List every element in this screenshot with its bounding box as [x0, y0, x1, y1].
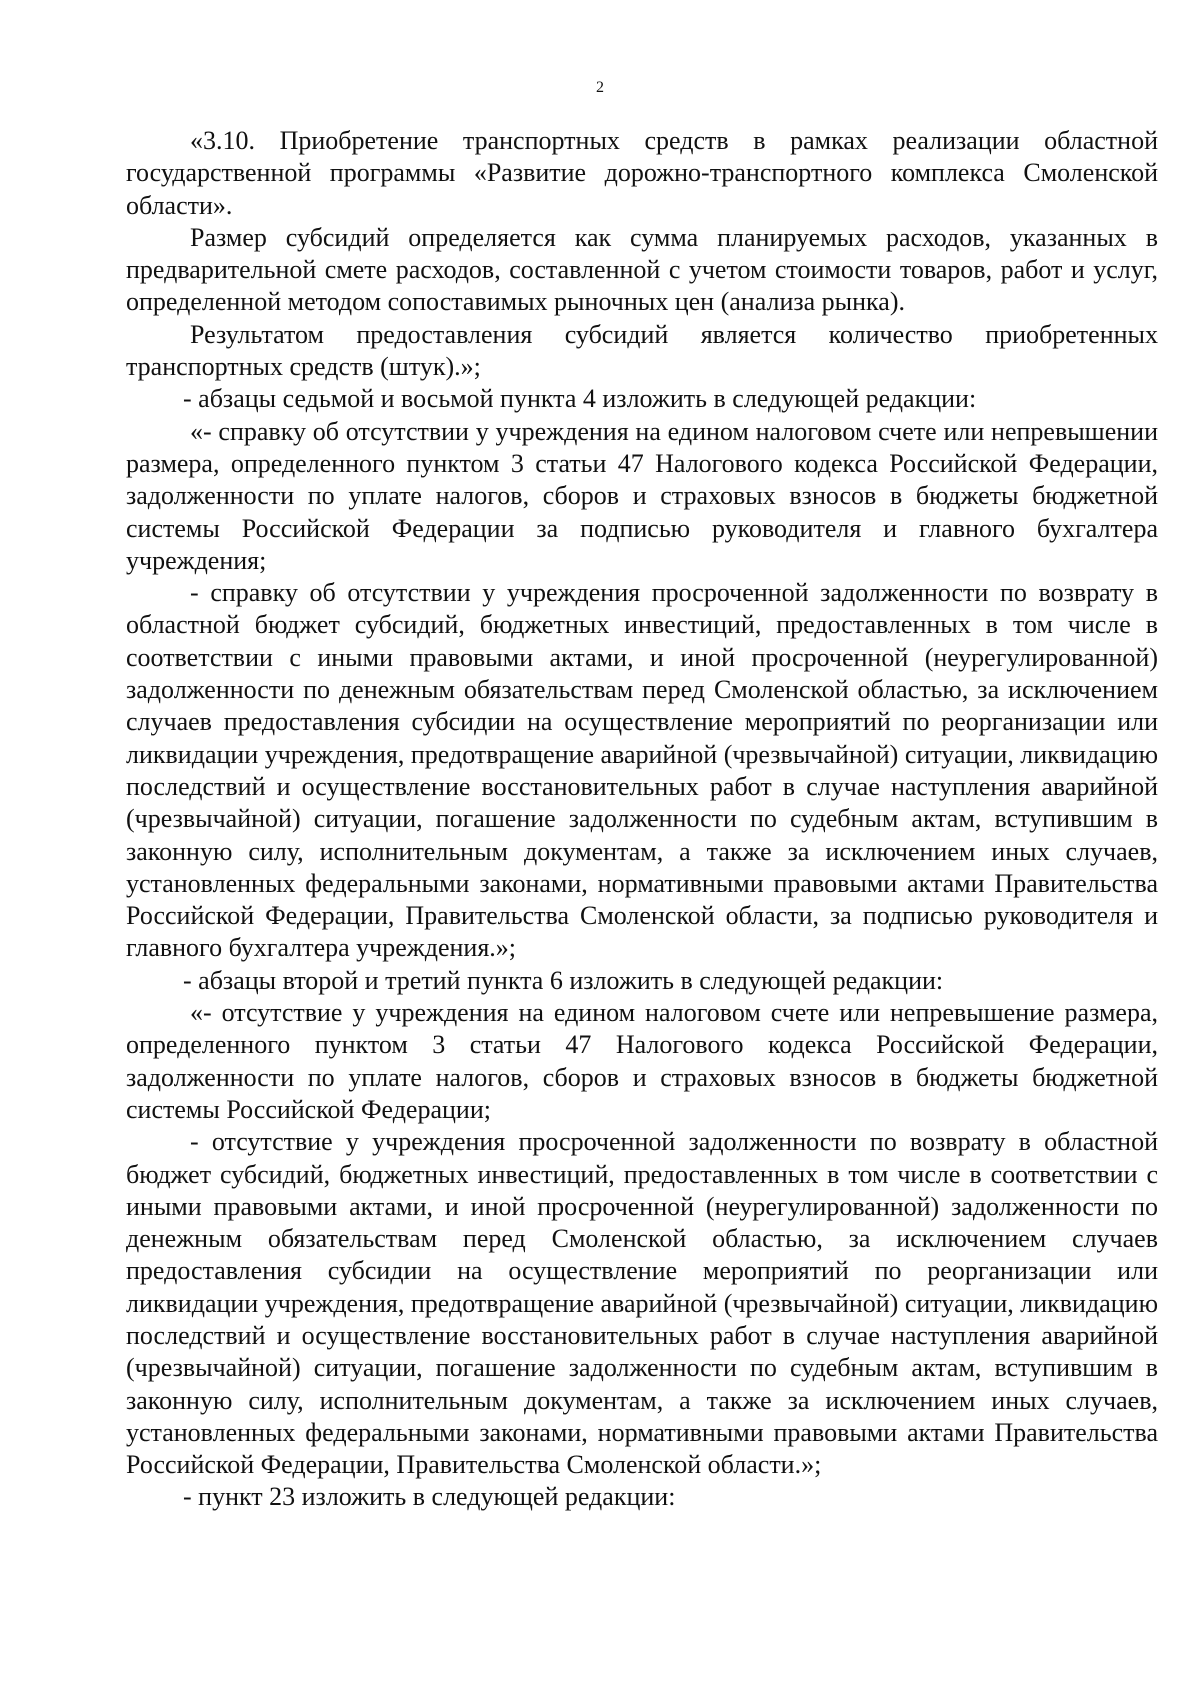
paragraph-tax-certificate: «- справку об отсутствии у учреждения на едином налоговом счете или непревышении размера, определенного пунктом 3 статьи 47 Налогового кодекса Российской Федерации, задолженности по уплате налогов, сборов и страховых взносов в бюджеты бюджетной системы Российской Федерации за подписью руководителя и главного бухгалтера учреждения; — [126, 416, 1158, 575]
paragraph-amend-point-4: - абзацы седьмой и восьмой пункта 4 изложить в следующей редакции: — [183, 384, 977, 414]
paragraph-no-tax-debt: «- отсутствие у учреждения на едином налоговом счете или непревышение размера, определенного пунктом 3 статьи 47 Налогового кодекса Российской Федерации, задолженности по уплате налогов, сборов и страховых взносов в бюджеты бюджетной системы Российской Федерации; — [126, 998, 1158, 1124]
paragraph-amend-point-23: - пункт 23 изложить в следующей редакции: — [183, 1482, 676, 1512]
paragraph-overdue-debt-certificate: - справку об отсутствии у учреждения просроченной задолженности по возврату в областной бюджет субсидий, бюджетных инвестиций, предоставленных в том числе в соответствии с иными правовыми актами, и иной просроченной (неурегулированной) задолженности по денежным обязательствам перед Смоленской областью, за исключением случаев предоставления субсидии на осуществление мероприятий по реорганизации или ликвидации учреждения, предотвращение аварийной (чрезвычайной) ситуации, ликвидацию последствий и осуществление восстановительных работ в случае наступления аварийной (чрезвычайной) ситуации, погашение задолженности по судебным актам, вступившим в законную силу, исполнительным документам, а также за исключением иных случаев, установленных федеральными законами, нормативными правовыми актами Правительства Российской Федерации, Правительства Смоленской области, за подписью руководителя и главного бухгалтера учреждения.»; — [126, 578, 1158, 963]
paragraph-no-overdue-debt: - отсутствие у учреждения просроченной задолженности по возврату в областной бюджет субсидий, бюджетных инвестиций, предоставленных в том числе в соответствии с иными правовыми актами, и иной просроченной (неурегулированной) задолженности по денежным обязательствам перед Смоленской областью, за исключением случаев предоставления субсидии на осуществление мероприятий по реорганизации или ликвидации учреждения, предотвращение аварийной (чрезвычайной) ситуации, ликвидацию последствий и осуществление восстановительных работ в случае наступления аварийной (чрезвычайной) ситуации, погашение задолженности по судебным актам, вступившим в законную силу, исполнительным документам, а также за исключением иных случаев, установленных федеральными законами, нормативными правовыми актами Правительства Российской Федерации, Правительства Смоленской области.»; — [126, 1127, 1158, 1480]
document-body — [126, 125, 1158, 1514]
paragraph-subsidy-size: Размер субсидий определяется как сумма планируемых расходов, указанных в предварительной смете расходов, составленной с учетом стоимости товаров, работ и услуг, определенной методом сопоставимых рыночных цен (анализа рынка). — [126, 222, 1158, 317]
page-number: 2 — [596, 79, 604, 96]
paragraph-item-3-10: «3.10. Приобретение транспортных средств в рамках реализации областной государственной программы «Развитие дорожно-транспортного комплекса Смоленской области». — [126, 126, 1158, 220]
paragraph-subsidy-result: Результатом предоставления субсидий является количество приобретенных транспортных средств (штук).»; — [126, 319, 1158, 382]
paragraph-amend-point-6: - абзацы второй и третий пункта 6 изложить в следующей редакции: — [183, 965, 944, 995]
